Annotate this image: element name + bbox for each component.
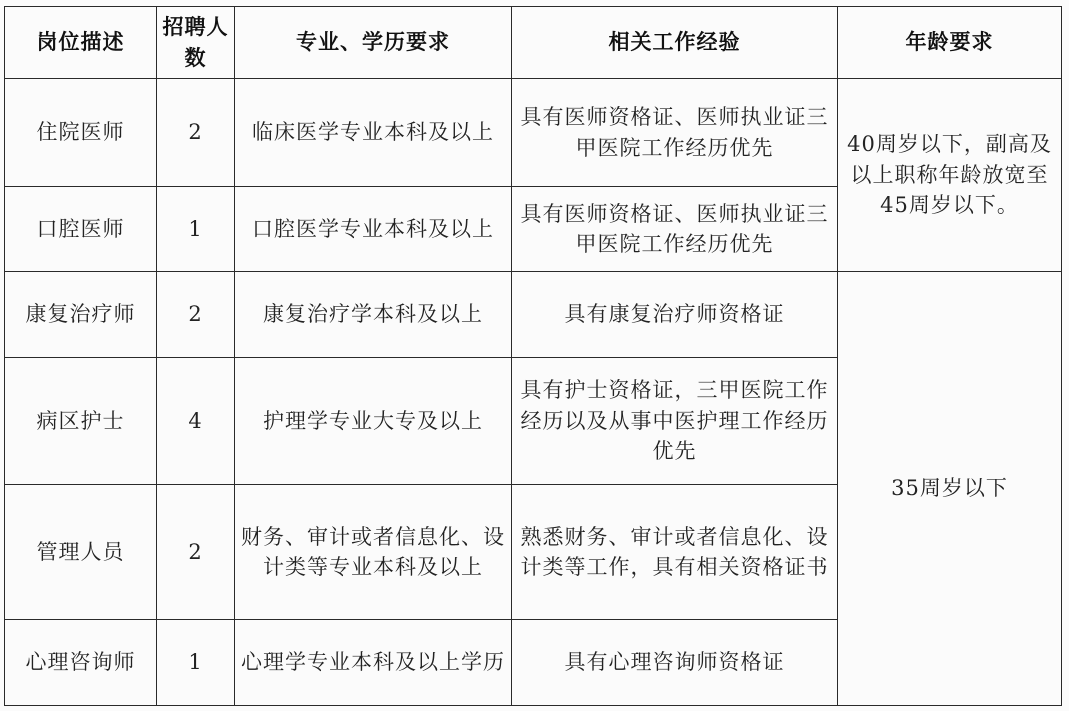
cell-position: 心理咨询师 bbox=[5, 620, 157, 706]
cell-age-others: 35周岁以下 bbox=[838, 272, 1062, 706]
table-row bbox=[5, 79, 1062, 187]
cell-education: 康复治疗学本科及以上 bbox=[235, 272, 512, 358]
cell-education: 口腔医学专业本科及以上 bbox=[235, 187, 512, 272]
cell-education: 护理学专业大专及以上 bbox=[235, 358, 512, 485]
header-experience: 相关工作经验 bbox=[512, 7, 838, 79]
cell-experience: 具有康复治疗师资格证 bbox=[512, 272, 838, 358]
cell-experience: 具有医师资格证、医师执业证三甲医院工作经历优先 bbox=[512, 79, 838, 187]
cell-experience: 具有心理咨询师资格证 bbox=[512, 620, 838, 706]
cell-count: 4 bbox=[157, 358, 235, 485]
cell-count: 1 bbox=[157, 187, 235, 272]
cell-education: 财务、审计或者信息化、设计类等专业本科及以上 bbox=[235, 485, 512, 620]
cell-position: 住院医师 bbox=[5, 79, 157, 187]
cell-education: 心理学专业本科及以上学历 bbox=[235, 620, 512, 706]
cell-experience: 具有医师资格证、医师执业证三甲医院工作经历优先 bbox=[512, 187, 838, 272]
cell-count: 2 bbox=[157, 485, 235, 620]
header-row bbox=[5, 7, 1062, 79]
cell-age-doctors: 40周岁以下，副高及以上职称年龄放宽至45周岁以下。 bbox=[838, 79, 1062, 272]
header-count: 招聘人数 bbox=[157, 7, 235, 79]
cell-position: 康复治疗师 bbox=[5, 272, 157, 358]
cell-count: 1 bbox=[157, 620, 235, 706]
cell-count: 2 bbox=[157, 79, 235, 187]
table-row bbox=[5, 272, 1062, 358]
recruitment-table bbox=[4, 6, 1062, 706]
cell-position: 病区护士 bbox=[5, 358, 157, 485]
header-education: 专业、学历要求 bbox=[235, 7, 512, 79]
cell-position: 口腔医师 bbox=[5, 187, 157, 272]
cell-experience: 具有护士资格证，三甲医院工作经历以及从事中医护理工作经历优先 bbox=[512, 358, 838, 485]
cell-position: 管理人员 bbox=[5, 485, 157, 620]
cell-count: 2 bbox=[157, 272, 235, 358]
cell-experience: 熟悉财务、审计或者信息化、设计类等工作，具有相关资格证书 bbox=[512, 485, 838, 620]
header-age: 年龄要求 bbox=[838, 7, 1062, 79]
cell-education: 临床医学专业本科及以上 bbox=[235, 79, 512, 187]
header-position: 岗位描述 bbox=[5, 7, 157, 79]
